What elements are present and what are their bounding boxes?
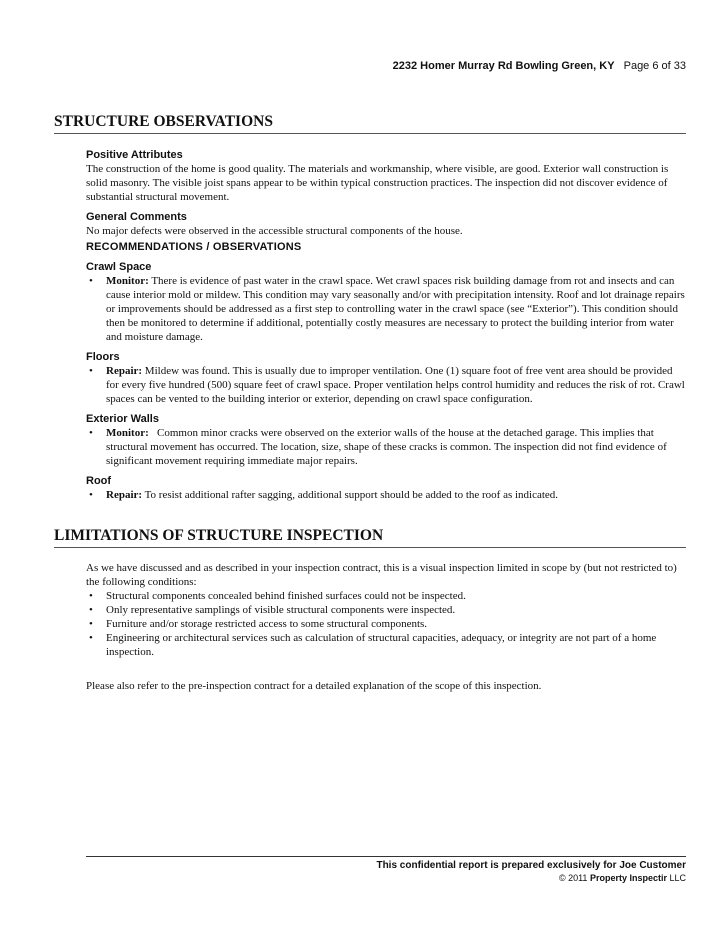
general-comments-heading: General Comments — [86, 211, 187, 223]
recommendations-heading: RECOMMENDATIONS / OBSERVATIONS — [86, 241, 302, 253]
roof-heading: Roof — [86, 475, 112, 487]
item-text: Furniture and/or storage restricted access to some structural components. — [106, 618, 428, 630]
page-header — [393, 60, 686, 72]
bullet-icon: • — [89, 365, 93, 377]
list-item — [86, 426, 686, 468]
structure-section-title: STRUCTURE OBSERVATIONS — [54, 113, 686, 134]
bullet-icon: • — [89, 590, 93, 602]
roof-list — [86, 488, 686, 502]
limitations-intro: As we have discussed and as described in your inspection contract, this is a visual inspection limited in scope by (but not restricted to) the following conditions: — [86, 562, 677, 588]
bullet-icon: • — [89, 489, 93, 501]
page-number: Page 6 of 33 — [623, 60, 686, 72]
limitations-list — [86, 589, 686, 659]
footer-divider — [86, 856, 686, 857]
footer-confidential: This confidential report is prepared exclusively for Joe Customer — [376, 860, 686, 871]
item-label: Repair: — [106, 489, 143, 501]
item-text: Common minor cracks were observed on the exterior walls of the house at the detached garage. This implies that structural movement has occurred. The location, size, shape of these cracks is common. The inspection did not find evidence of significant movement requiring immediate major repairs. — [106, 427, 670, 467]
list-item — [86, 617, 686, 631]
limitations-closing: Please also refer to the pre-inspection contract for a detailed explanation of the scope of this inspection. — [86, 680, 542, 692]
item-text: Engineering or architectural services such as calculation of structural capacities, adequacy, or integrity are not part of a home inspection. — [106, 632, 657, 658]
structure-content — [86, 148, 686, 502]
bullet-icon: • — [89, 275, 93, 287]
list-item — [86, 589, 686, 603]
property-address: 2232 Homer Murray Rd Bowling Green, KY — [392, 60, 615, 72]
exterior-walls-list — [86, 426, 686, 468]
crawl-space-list — [86, 274, 686, 344]
list-item — [86, 488, 686, 502]
positive-attributes-heading: Positive Attributes — [86, 149, 183, 161]
item-text: There is evidence of past water in the crawl space. Wet crawl spaces risk building damage from rot and insects and can cause interior mold or mildew. This condition may vary seasonally and/or with precipitation intensity. Roof and lot drainage repairs or improvements should be addressed as a first step to controlling water in the crawl space (see “Exterior”). This condition should then be monitored to determine if additional, potentially costly measures are necessary to protect the building interior from water and moisture damage. — [106, 275, 685, 343]
positive-attributes-text: The construction of the home is good quality. The materials and workmanship, where visible, are good. Exterior wall construction is solid masonry. The visible joist spans appear to be within typical construction practices. The inspection did not discover evidence of substantial structural movement. — [86, 163, 669, 203]
list-item — [86, 603, 686, 617]
bullet-icon: • — [89, 618, 93, 630]
crawl-space-heading: Crawl Space — [86, 261, 152, 273]
general-comments-text: No major defects were observed in the accessible structural components of the house. — [86, 225, 463, 237]
item-text: Structural components concealed behind finished surfaces could not be inspected. — [106, 590, 466, 602]
bullet-icon: • — [89, 427, 93, 439]
item-text: Mildew was found. This is usually due to improper ventilation. One (1) square foot of free vent area should be provided for every five hundred (500) square feet of crawl space. Proper ventilation helps control humidity and reduces the risk of rot. Crawl spaces can be vented to the building interior or exterior, depending on crawl space configuration. — [106, 365, 685, 405]
item-text: Only representative samplings of visible structural components were inspected. — [106, 604, 456, 616]
list-item — [86, 631, 686, 659]
limitations-content — [86, 561, 686, 693]
item-label: Monitor: — [106, 427, 149, 439]
list-item — [86, 364, 686, 406]
limitations-section-title: LIMITATIONS OF STRUCTURE INSPECTION — [54, 527, 686, 548]
floors-heading: Floors — [86, 351, 120, 363]
copyright-text: © 2011 — [558, 873, 590, 883]
item-text: To resist additional rafter sagging, additional support should be added to the roof as indicated. — [142, 489, 559, 501]
floors-list — [86, 364, 686, 406]
company-name: Property Inspectir — [589, 873, 667, 883]
item-label: Repair: — [106, 365, 143, 377]
company-suffix: LLC — [666, 873, 686, 883]
exterior-walls-heading: Exterior Walls — [86, 413, 159, 425]
bullet-icon: • — [89, 604, 93, 616]
footer-copyright — [559, 873, 686, 883]
list-item — [86, 274, 686, 344]
item-label: Monitor: — [106, 275, 149, 287]
bullet-icon: • — [89, 632, 93, 644]
